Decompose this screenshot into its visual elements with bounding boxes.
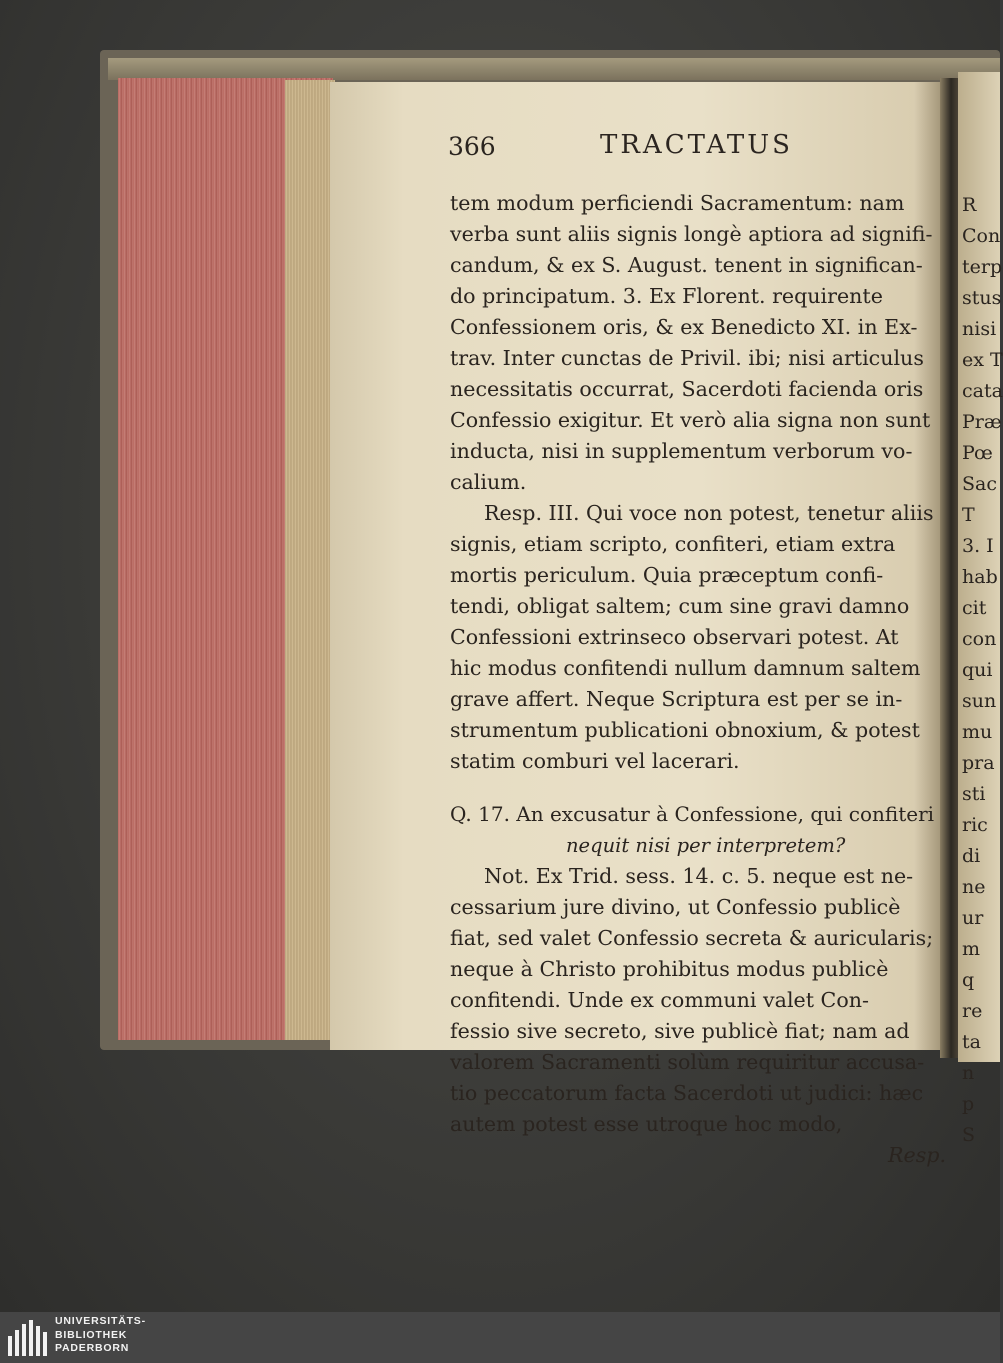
text-line: tio peccatorum facta Sacerdoti ut judici: hæc: [450, 1081, 924, 1105]
right-page-fragment-line: ric: [962, 814, 988, 836]
catchword: Resp.: [888, 1143, 946, 1167]
right-page-fragment-line: pra: [962, 752, 995, 774]
right-page-fragment-line: ex T: [962, 349, 1003, 371]
text-line: strumentum publicationi obnoxium, & potest: [450, 718, 920, 742]
right-page-fragment-line: mu: [962, 721, 993, 743]
text-line: Confessionem oris, & ex Benedicto XI. in Ex-: [450, 315, 918, 339]
library-name-line: UNIVERSITÄTS-: [55, 1315, 146, 1327]
right-page-fragment-line: con: [962, 628, 997, 650]
right-page-fragment-line: Con: [962, 225, 1001, 247]
right-page-fragment-line: q: [962, 969, 975, 991]
text-line: inducta, nisi in supplementum verborum vo-: [450, 439, 913, 463]
text-line: Confessioni extrinseco observari potest. At: [450, 625, 899, 649]
right-page-fragment-line: Sac: [962, 473, 997, 495]
text-line: fessio sive secreto, sive publicè fiat; nam ad: [450, 1019, 910, 1043]
text-line: tendi, obligat saltem; cum sine gravi damno: [450, 594, 910, 618]
right-page-fragment-line: R: [962, 194, 977, 216]
right-page-fragment-line: Pœ: [962, 442, 993, 464]
text-line: neque à Christo prohibitus modus publicè: [450, 957, 889, 981]
right-page-fragment-line: re: [962, 1000, 983, 1022]
cover-top-edge: [108, 58, 1000, 80]
right-page-fragment-line: T: [962, 504, 975, 526]
body-text: [450, 188, 948, 1171]
text-line: hic modus confitendi nullum damnum saltem: [450, 656, 921, 680]
text-line: Not. Ex Trid. sess. 14. c. 5. neque est ne-: [484, 864, 914, 888]
text-line: do principatum. 3. Ex Florent. requirente: [450, 284, 883, 308]
text-line: Resp. III. Qui voce non potest, tenetur aliis: [484, 501, 934, 525]
library-name: [55, 1315, 146, 1356]
page-number: 366: [448, 132, 496, 161]
text-line: mortis periculum. Quia præceptum confi-: [450, 563, 884, 587]
paragraph-1: [450, 188, 948, 498]
text-line: fiat, sed valet Confessio secreta & auricularis;: [450, 926, 934, 950]
text-line: Confessio exigitur. Et verò alia signa non sunt: [450, 408, 931, 432]
right-page-fragment-line: ta: [962, 1031, 981, 1053]
right-page-fragment-line: p: [962, 1093, 975, 1115]
text-line: cessarium jure divino, ut Confessio publicè: [450, 895, 901, 919]
library-footer: [0, 1312, 1000, 1363]
question-line: nequit nisi per interpretem?: [566, 834, 846, 857]
right-page-fragment-line: nisi: [962, 318, 997, 340]
text-line: necessitatis occurrat, Sacerdoti facienda oris: [450, 377, 924, 401]
page-header: [448, 128, 828, 172]
right-page-fragment-line: n: [962, 1062, 975, 1084]
text-line: tem modum perficiendi Sacramentum: nam: [450, 191, 905, 215]
right-page-fragment-line: sun: [962, 690, 997, 712]
text-line: candum, & ex S. August. tenent in significan-: [450, 253, 923, 277]
running-title: TRACTATUS: [600, 130, 793, 160]
text-line: valorem Sacramenti solùm requiritur accusa-: [450, 1050, 925, 1074]
paragraph-note: [450, 861, 948, 1140]
right-page-fragment-line: S: [962, 1124, 976, 1146]
right-page-fragment-line: di: [962, 845, 981, 867]
right-page-fragment-line: hab: [962, 566, 998, 588]
right-page-fragment-line: qui: [962, 659, 993, 681]
text-line: statim comburi vel lacerari.: [450, 749, 740, 773]
text-line: grave affert. Neque Scriptura est per se in-: [450, 687, 903, 711]
library-name-line: BIBLIOTHEK: [55, 1328, 128, 1341]
library-logo-icon: [6, 1318, 48, 1358]
paragraph-resp-iii: [450, 498, 948, 777]
text-line: verba sunt aliis signis longè aptiora ad signifi-: [450, 222, 933, 246]
text-line: autem potest esse utroque hoc modo,: [450, 1112, 843, 1136]
text-line: confitendi. Unde ex communi valet Con-: [450, 988, 869, 1012]
text-line: trav. Inter cunctas de Privil. ibi; nisi articulus: [450, 346, 924, 370]
right-page-fragment-line: ne: [962, 876, 986, 898]
right-page-fragment-line: cata: [962, 380, 1003, 402]
text-line: calium.: [450, 470, 527, 494]
text-line: signis, etiam scripto, confiteri, etiam extra: [450, 532, 896, 556]
right-page-fragment-line: sti: [962, 783, 986, 805]
right-page-fragment-line: ur: [962, 907, 984, 929]
question-line: Q. 17. An excusatur à Confessione, qui confiteri: [450, 802, 935, 826]
right-page-text: [962, 190, 1003, 1151]
right-page-fragment-line: cit: [962, 597, 987, 619]
right-page-fragment-line: stus: [962, 287, 1002, 309]
right-page-fragment-line: Præ: [962, 411, 1002, 433]
page-stack-edge: [285, 80, 335, 1040]
right-page-fragment-line: terp: [962, 256, 1003, 278]
question-heading: [450, 799, 948, 861]
right-page-fragment: [958, 72, 1003, 1146]
right-page-fragment-line: m: [962, 938, 981, 960]
library-name-line: PADERBORN: [55, 1342, 130, 1354]
right-page-fragment-line: 3. I: [962, 535, 994, 557]
